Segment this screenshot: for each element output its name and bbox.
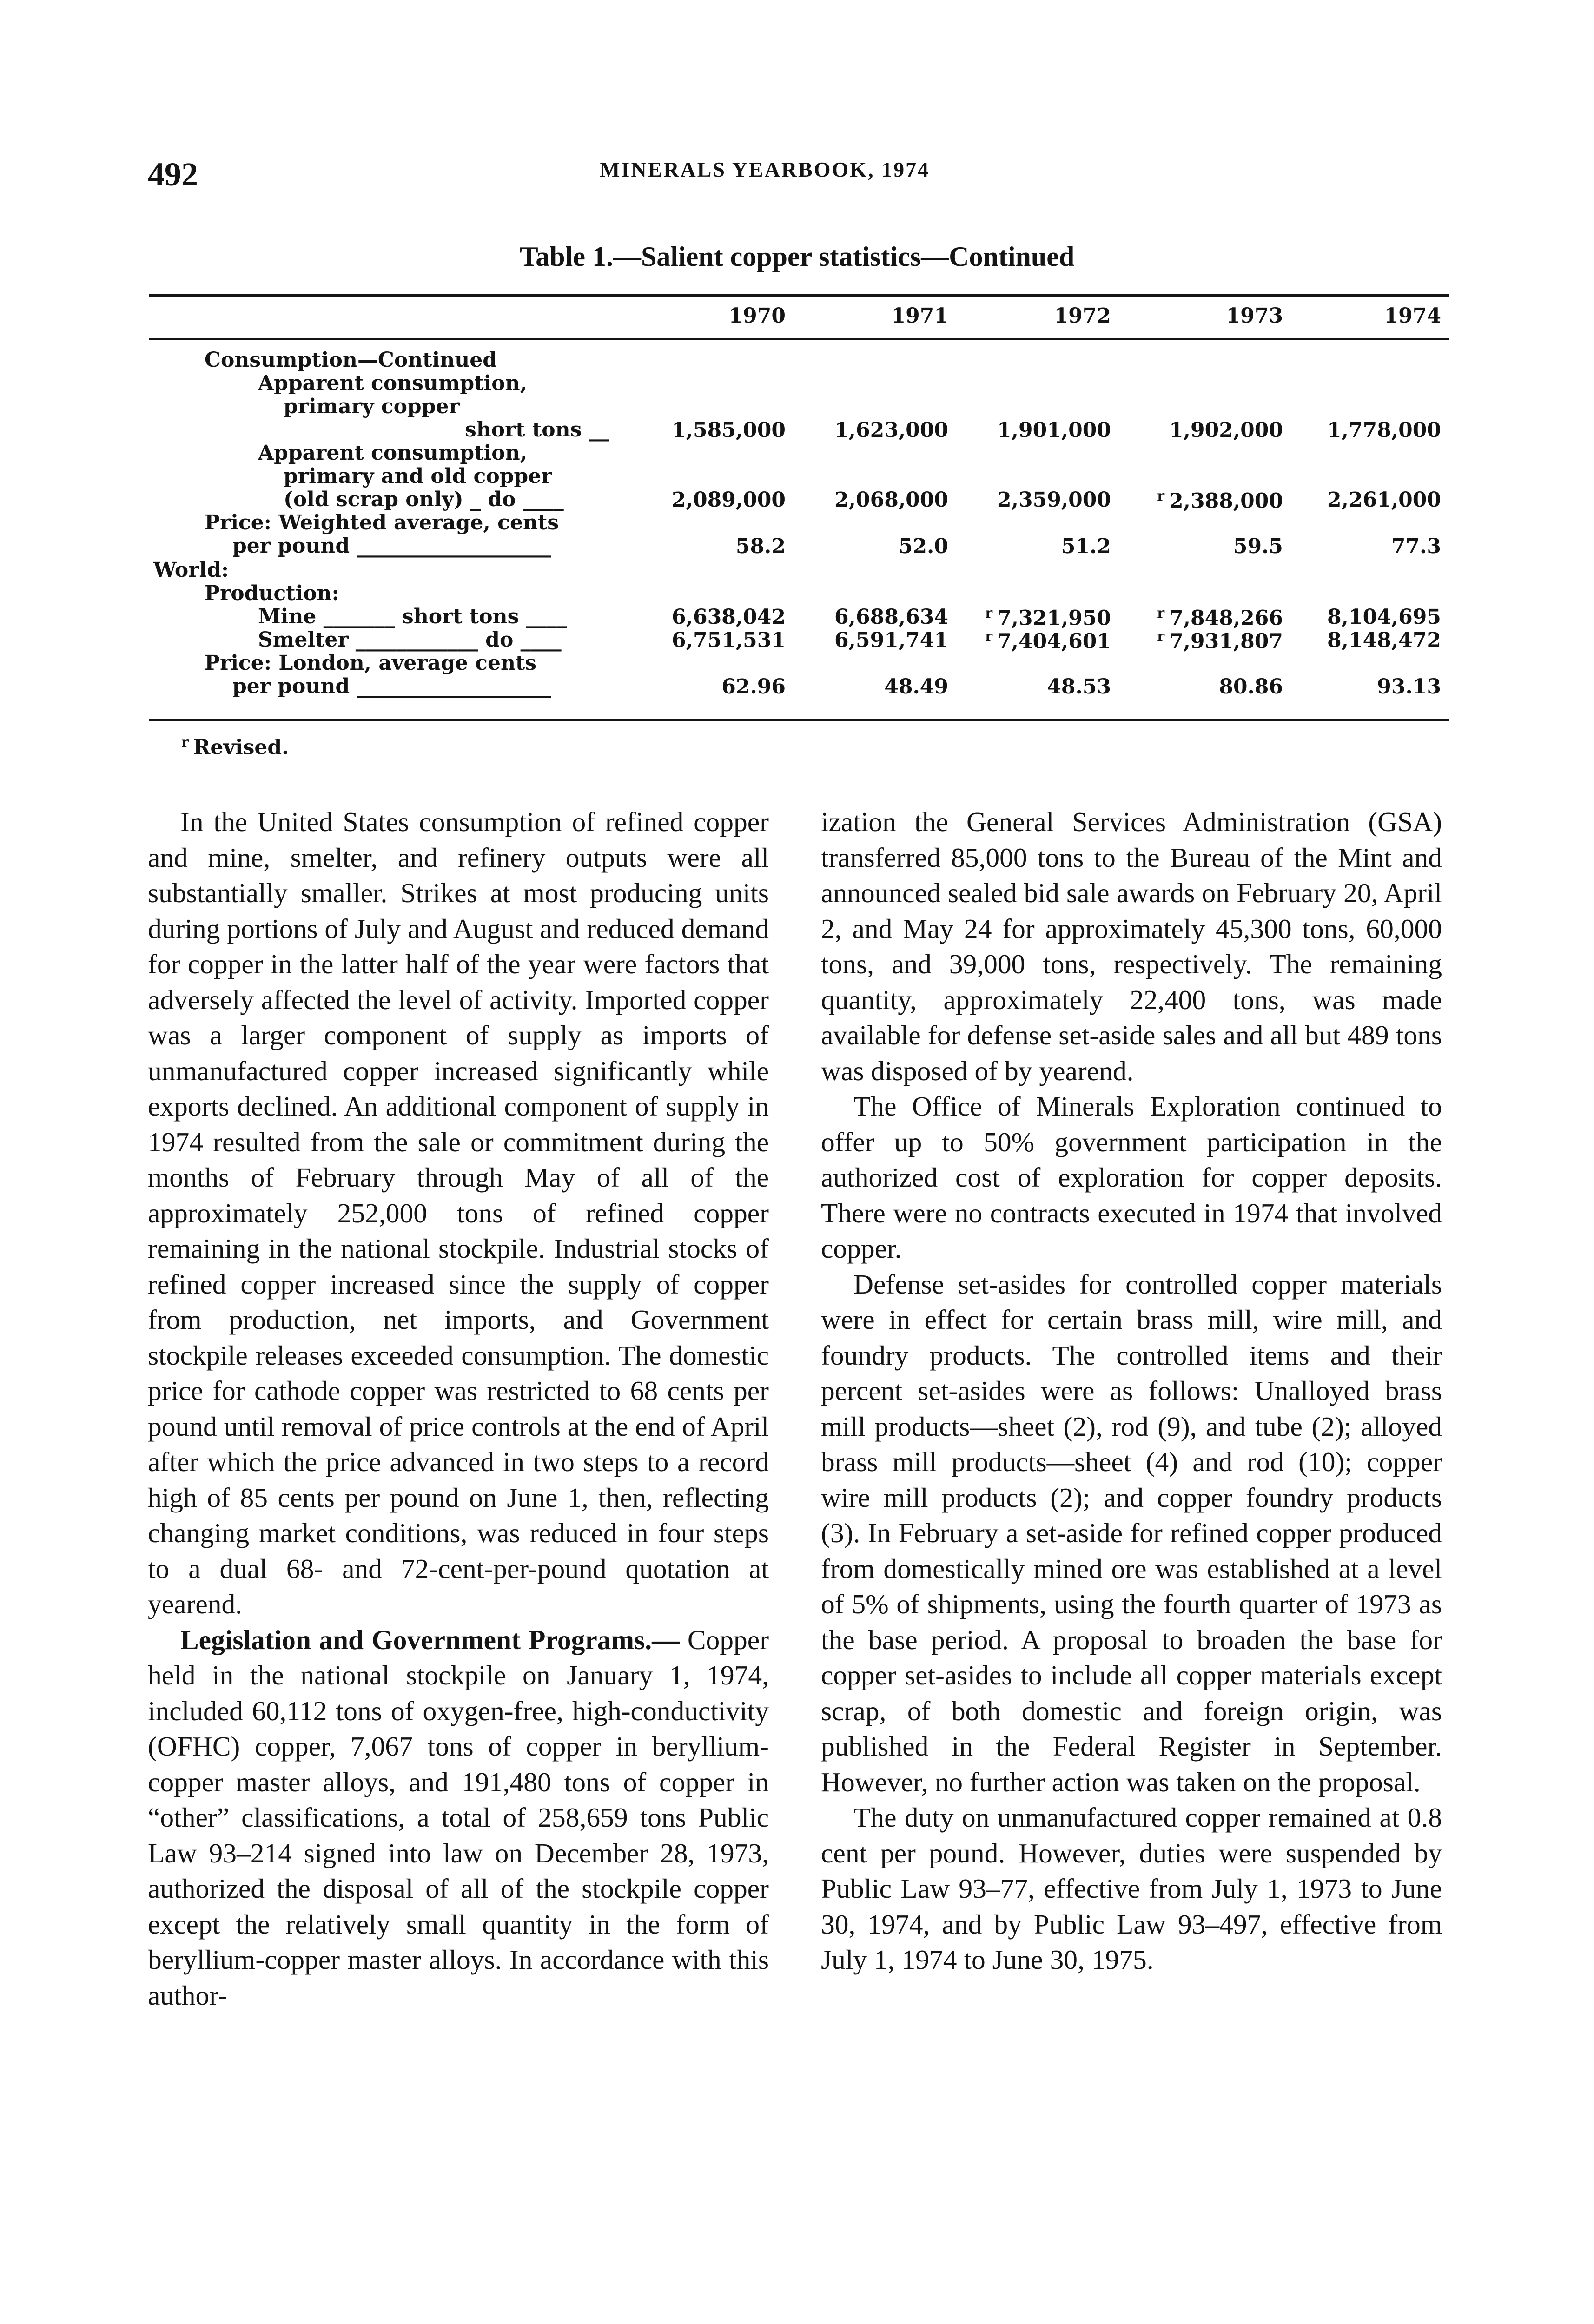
- table-cell: [1125, 488, 1283, 513]
- table-cell: 2,068,000: [834, 488, 948, 512]
- col-header-1971: 1971: [891, 304, 948, 328]
- col-header-1970: 1970: [728, 304, 786, 328]
- table-footnote: [181, 734, 289, 759]
- table-cell: 1,585,000: [672, 418, 786, 442]
- revised-mark: r: [985, 628, 993, 645]
- salient-statistics-table: [149, 294, 1449, 721]
- table-cell: 52.0: [898, 535, 948, 558]
- table-cell-value: 7,848,266: [1169, 606, 1283, 630]
- table-cell: 2,089,000: [672, 488, 786, 512]
- stub-production: Production:: [205, 581, 339, 605]
- stub-price-london-l2: per pound ___________________: [232, 674, 551, 698]
- table-cell-value: 7,321,950: [997, 606, 1111, 630]
- stub-mine: Mine _______ short tons ____: [258, 605, 567, 628]
- table-cell: 6,688,634: [834, 605, 948, 629]
- paragraph: Defense set-asides for controlled copper materials were in effect for certain brass mill, wire mill, and foundry products. The controlled items and their percent set-asides were as follows: Unalloyed brass mill products—sheet (2), rod (9), and tube (2); alloyed brass mill products—sheet (4) and rod (10); copper wire mill products (2); and copper foundry products (3). In February a set-aside for refined copper produced from domestically mined ore was established at a level of 5% of shipments, using the fourth quarter of 1973 as the base period. A proposal to broaden the base for copper set-asides to include all copper materials except scrap, of both domestic and foreign origin, was published in the Federal Register in September. However, no further action was taken on the proposal.: [821, 1268, 1442, 1797]
- page-number: 492: [148, 156, 198, 193]
- table-title: Table 1.—Salient copper statistics—Continued: [519, 241, 1075, 272]
- stub-price-weighted-l2: per pound ___________________: [232, 534, 551, 558]
- table-cell: 8,104,695: [1327, 605, 1441, 629]
- table-cell: [1125, 605, 1283, 630]
- table-cell: 58.2: [735, 535, 786, 558]
- col-header-1974: 1974: [1384, 304, 1441, 328]
- paragraph: The Office of Minerals Exploration continued to offer up to 50% government participation in the authorized cost of exploration for copper deposits. There were no contracts executed in 1974 that involved copper.: [821, 1091, 1442, 1264]
- paragraph: ization the General Services Administration (GSA) transferred 85,000 tons to the Bureau of the Mint and announced sealed bid sale awards on February 20, April 2, and May 24 for approximately 45,300 tons, 60,000 tons, and 39,000 tons, respectively. The remaining quantity, approximately 22,400 tons, was made available for defense set-aside sales and all but 489 tons was disposed of by yearend.: [821, 806, 1442, 1086]
- table-cell: 8,148,472: [1327, 628, 1441, 652]
- table-cell: 2,261,000: [1327, 488, 1441, 512]
- running-title: MINERALS YEARBOOK, 1974: [600, 158, 930, 181]
- stub-apparent-old-l1: Apparent consumption,: [258, 441, 527, 465]
- table-cell: 2,359,000: [997, 488, 1111, 512]
- body-column-right: [821, 804, 1442, 1978]
- revised-mark: r: [1157, 628, 1165, 645]
- paragraph: [148, 1622, 769, 2014]
- table-cell: 1,901,000: [997, 418, 1111, 442]
- stub-consumption-continued: Consumption—Continued: [205, 348, 497, 372]
- table-cell: [953, 605, 1111, 630]
- col-header-1972: 1972: [1054, 304, 1111, 328]
- revised-mark: r: [985, 605, 993, 621]
- table-cell: 62.96: [721, 675, 786, 699]
- table-cell: 1,623,000: [834, 418, 948, 442]
- table-cell: 93.13: [1377, 675, 1441, 699]
- table-cell: 6,591,741: [834, 628, 948, 652]
- stub-apparent-primary-l1: Apparent consumption,: [258, 371, 527, 395]
- table-cell: 77.3: [1391, 535, 1441, 558]
- table-cell-value: 7,404,601: [997, 629, 1111, 654]
- table-cell: 80.86: [1219, 675, 1283, 699]
- table-cell: 1,778,000: [1327, 418, 1441, 442]
- table-cell: [953, 628, 1111, 654]
- revised-mark: r: [1157, 605, 1165, 621]
- table-cell: 48.53: [1047, 675, 1111, 699]
- stub-apparent-primary-l3: short tons __: [465, 418, 609, 442]
- stub-apparent-primary-l2: primary copper: [284, 395, 460, 418]
- table-cell-value: 7,931,807: [1169, 629, 1283, 654]
- col-header-1973: 1973: [1226, 304, 1283, 328]
- revised-mark: r: [1157, 488, 1165, 504]
- table-cell: 59.5: [1233, 535, 1283, 558]
- footnote-text: Revised.: [193, 735, 289, 759]
- table-cell-value: 2,388,000: [1169, 489, 1283, 513]
- paragraph: In the United States consumption of refined copper and mine, smelter, and refinery outputs were all substantially smaller. Strikes at most producing units during portions of July and August and reduced demand for copper in the latter half of the year were factors that adversely affected the level of activity. Imported copper was a larger component of supply as imports of unmanufactured copper increased significantly while exports declined. An additional component of supply in 1974 resulted from the sale or commitment during the months of February through May of all of the approximately 252,000 tons of refined copper remaining in the national stockpile. Industrial stocks of refined copper increased since the supply of copper from production, net imports, and Government stockpile releases exceeded consumption. The domestic price for cathode copper was restricted to 68 cents per pound until removal of price controls at the end of April after which the price advanced in two steps to a record high of 85 cents per pound on June 1, then, reflecting changing market conditions, was reduced in four steps to a dual 68- and 72-cent-per-pound quotation at yearend.: [148, 806, 769, 1619]
- paragraph-text: Copper held in the national stockpile on January 1, 1974, included 60,112 tons of oxygen-free, high-conductivity (OFHC) copper, 7,067 tons of copper in beryllium-copper master alloys, and 191,480 tons of copper in “other” classifications, a total of 258,659 tons Public Law 93–214 signed into law on December 28, 1973, authorized the disposal of all of the stockpile copper except the relatively small quantity in the form of beryllium-copper master alloys. In accordance with this author-: [148, 1624, 769, 2011]
- stub-price-london-l1: Price: London, average cents: [205, 651, 537, 675]
- table-cell: 6,751,531: [672, 628, 786, 652]
- table-cell: 1,902,000: [1169, 418, 1283, 442]
- footnote-mark: r: [181, 734, 189, 751]
- stub-apparent-old-l2: primary and old copper: [284, 464, 552, 488]
- paragraph: The duty on unmanufactured copper remained at 0.8 cent per pound. However, duties were suspended by Public Law 93–77, effective from July 1, 1973 to June 30, 1974, and by Public Law 93–497, effective from July 1, 1974 to June 30, 1975.: [821, 1802, 1442, 1975]
- stub-smelter: Smelter ____________ do ____: [258, 628, 562, 652]
- body-column-left: [148, 804, 769, 2013]
- stub-apparent-old-l3: (old scrap only) _ do ____: [284, 488, 564, 511]
- table-cell: 51.2: [1061, 535, 1111, 558]
- table-cell: 48.49: [884, 675, 948, 699]
- table-cell: 6,638,042: [672, 605, 786, 629]
- run-in-heading: Legislation and Government Programs.—: [180, 1624, 680, 1655]
- stub-price-weighted-l1: Price: Weighted average, cents: [205, 511, 559, 535]
- table-cell: [1125, 628, 1283, 654]
- stub-world: World:: [153, 558, 229, 582]
